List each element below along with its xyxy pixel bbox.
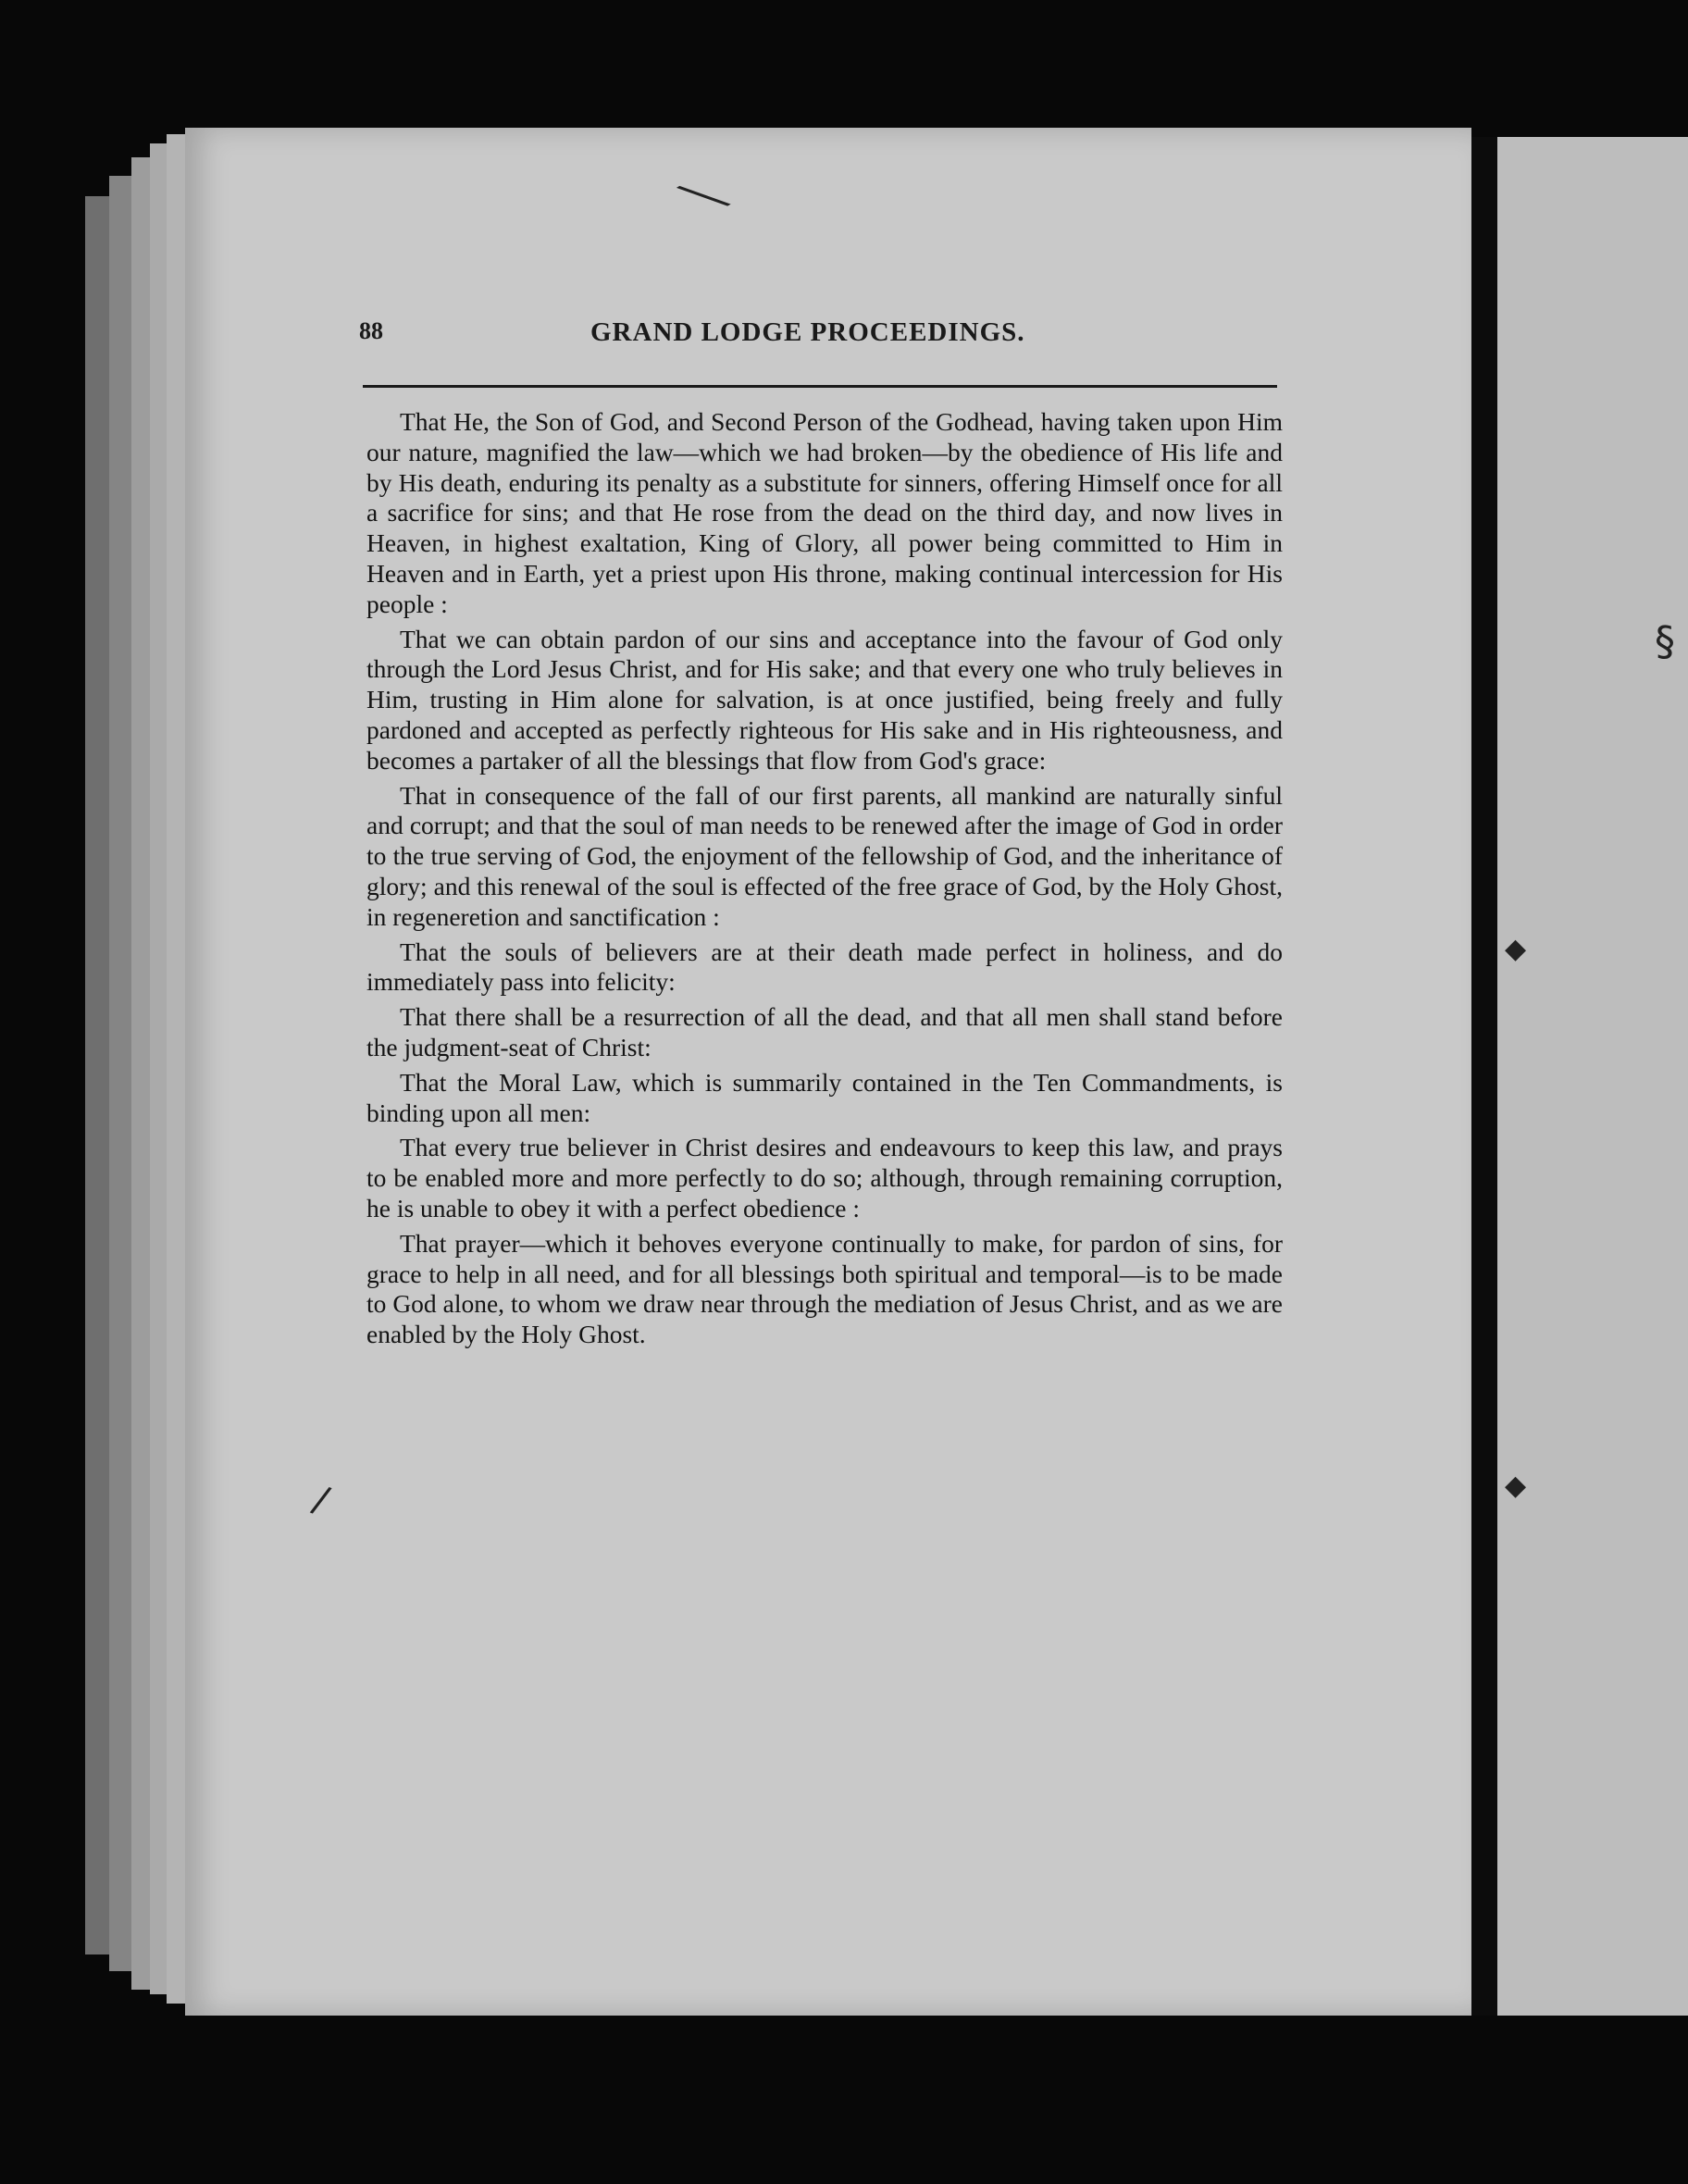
paragraph: That every true believer in Christ desires and endeavours to keep this law, and prays to be enabled more and more perfectly to do so; although, through remaining corruption, he is unable to obey it with a perfect obedience : <box>366 1133 1283 1222</box>
paragraph: That prayer—which it behoves everyone continually to make, for pardon of sins, for grace to help in all need, and for all blessings both spiritual and temporal—is to be made to God alone, to whom we draw near through the mediation of Jesus Christ, and as we are enabled by the Holy Ghost. <box>366 1228 1283 1349</box>
page-mark: ◆ <box>1505 1470 1527 1502</box>
left-page <box>185 128 1471 2016</box>
paragraph: That we can obtain pardon of our sins and acceptance into the favour of God only through the Lord Jesus Christ, and for His sake; and that every one who truly believes in Him, trusting in Him alone for salvation, is at once justified, being freely and fully pardoned and accepted as perfectly righteous for His sake and in His righteousness, and becomes a partaker of all the blessings that flow from God's grace: <box>366 624 1283 775</box>
paragraph: That there shall be a resurrection of all the dead, and that all men shall stand before the judgment-seat of Christ: <box>366 1002 1283 1061</box>
book-gutter <box>1471 137 1497 2016</box>
header-rule <box>363 385 1277 388</box>
page-number: 88 <box>359 317 383 344</box>
page-mark: ◆ <box>1505 933 1527 965</box>
pen-mark: / <box>307 1478 334 1522</box>
paragraph: That the Moral Law, which is summarily contained in the Ten Commandments, is binding upon all men: <box>366 1067 1283 1127</box>
pen-mark: ⟍ <box>671 159 738 235</box>
paragraph: That the souls of believers are at their death made perfect in holiness, and do immediately pass into felicity: <box>366 937 1283 997</box>
page-title: GRAND LODGE PROCEEDINGS. <box>590 317 1025 347</box>
right-page-fragment <box>1497 137 1688 2016</box>
paragraph: That He, the Son of God, and Second Person of the Godhead, having taken upon Him our nature, magnified the law—which we had broken—by the obedience of His life and by His death, enduring its penalty as a substitute for sinners, offering Himself once for all a sacrifice for sins; and that He rose from the dead on the third day, and now lives in Heaven, in highest exaltation, King of Glory, all power being committed to Him in Heaven and in Earth, yet a priest upon His throne, making continual intercession for His people : <box>366 407 1283 618</box>
paragraph: That in consequence of the fall of our first parents, all mankind are naturally sinful and corrupt; and that the soul of man needs to be renewed after the image of God in order to the true serving of God, the enjoyment of the fellowship of God, and the inheritance of glory; and this renewal of the soul is effected of the free grace of God, by the Holy Ghost, in regeneretion and sanctification : <box>366 780 1283 931</box>
pen-mark: § <box>1655 618 1675 665</box>
body-text <box>366 407 1283 1355</box>
